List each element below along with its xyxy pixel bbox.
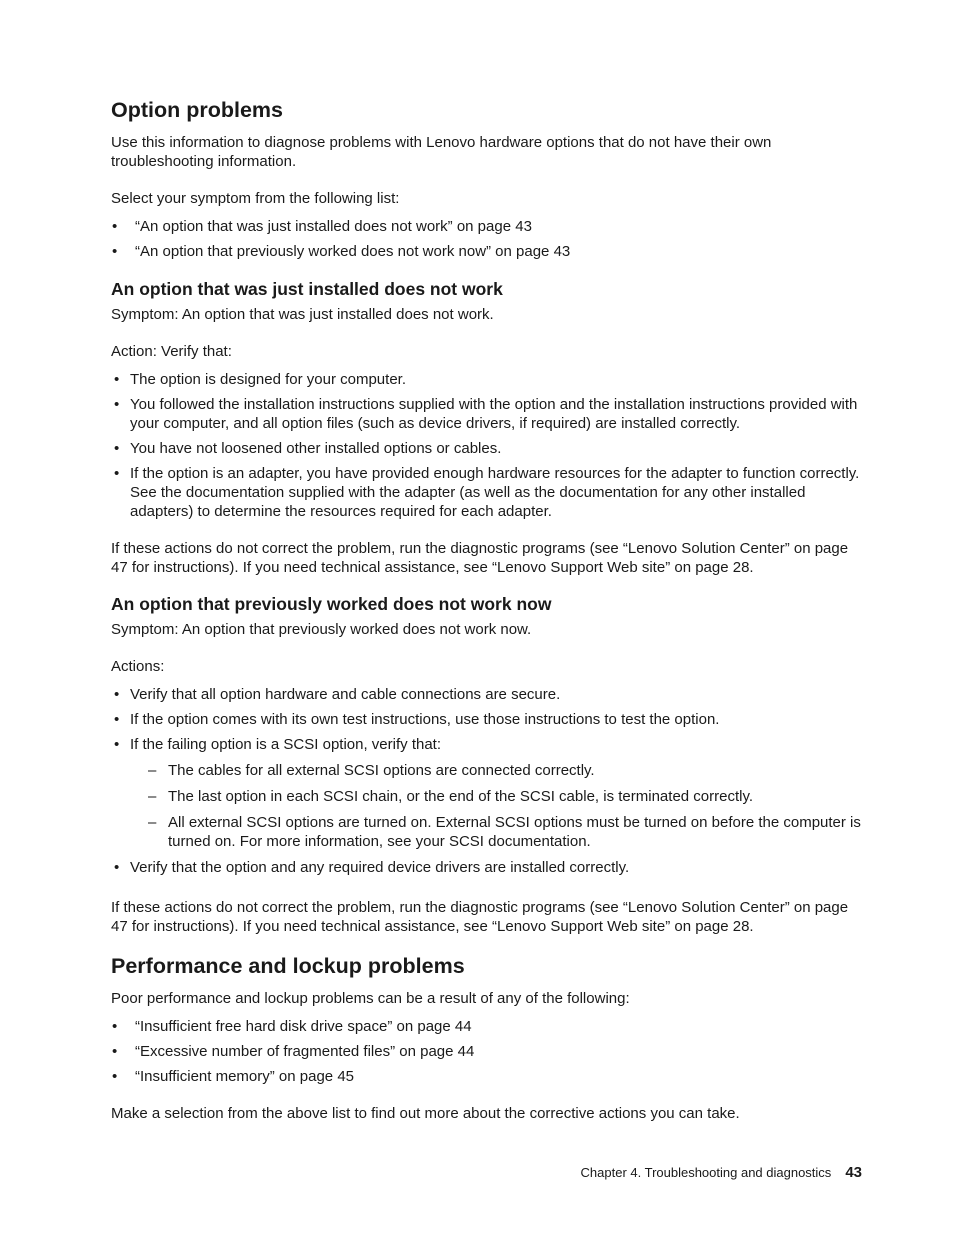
list-item [111, 217, 863, 236]
just-installed-closing: If these actions do not correct the problem, run the diagnostic programs (see “Lenovo Solution Center” on page 47 for instructions). If you need technical assistance, see “Lenovo Support Web site” on page 28. [111, 540, 849, 576]
list-item-text: Verify that all option hardware and cable connections are secure. [130, 686, 561, 703]
symptom-select-prompt: Select your symptom from the following list: [111, 190, 400, 207]
previously-worked-actions-list [111, 685, 863, 883]
list-item [111, 710, 863, 729]
list-item [111, 1067, 863, 1086]
bullet-icon: • [112, 1043, 118, 1060]
performance-closing: Make a selection from the above list to find out more about the corrective actions you can take. [111, 1105, 740, 1122]
bullet-icon: • [112, 218, 118, 235]
previously-worked-actions-label: Actions: [111, 658, 165, 675]
list-item [111, 242, 863, 261]
list-item [111, 395, 863, 433]
link-fragmented-files[interactable]: “Excessive number of fragmented files” on page 44 [135, 1043, 475, 1060]
section-heading-option-problems: Option problems [111, 98, 283, 122]
bullet-icon: • [114, 736, 120, 753]
bullet-icon: • [114, 859, 120, 876]
bullet-icon: • [114, 371, 120, 388]
performance-intro: Poor performance and lockup problems can be a result of any of the following: [111, 990, 630, 1007]
subsection-heading-just-installed: An option that was just installed does not work [111, 279, 503, 299]
dash-icon: – [148, 762, 157, 779]
subsection-heading-previously-worked: An option that previously worked does not work now [111, 594, 552, 614]
list-item-text: The last option in each SCSI chain, or the end of the SCSI cable, is terminated correctly. [168, 788, 754, 805]
just-installed-action-label: Action: Verify that: [111, 343, 232, 360]
list-item [111, 464, 863, 521]
bullet-icon: • [112, 243, 118, 260]
bullet-icon: • [112, 1068, 118, 1085]
chapter-label: Chapter 4. Troubleshooting and diagnostics [580, 1165, 832, 1180]
list-item [111, 439, 863, 458]
section-heading-performance: Performance and lockup problems [111, 954, 465, 978]
list-item [111, 370, 863, 389]
scsi-checklist [130, 761, 863, 851]
list-item-text: The option is designed for your computer. [130, 371, 406, 388]
list-item-text: The cables for all external SCSI options are connected correctly. [168, 762, 595, 779]
list-item [111, 858, 863, 877]
option-problems-intro: Use this information to diagnose problems with Lenovo hardware options that do not have their own troubleshooting information. [111, 134, 772, 170]
page-number: 43 [845, 1164, 862, 1181]
list-item-text: You have not loosened other installed options or cables. [130, 440, 502, 457]
list-item [111, 1017, 863, 1036]
list-item [111, 685, 863, 704]
link-insufficient-memory[interactable]: “Insufficient memory” on page 45 [135, 1068, 355, 1085]
page-footer [581, 1163, 862, 1183]
list-item-text: If the option comes with its own test instructions, use those instructions to test the option. [130, 711, 720, 728]
list-item [111, 735, 863, 851]
link-insufficient-disk-space[interactable]: “Insufficient free hard disk drive space” on page 44 [135, 1018, 472, 1035]
link-previously-worked[interactable]: “An option that previously worked does not work now” on page 43 [135, 243, 571, 260]
list-item-text: Verify that the option and any required device drivers are installed correctly. [130, 859, 630, 876]
list-item-text: If the option is an adapter, you have provided enough hardware resources for the adapter to function correctly. See the documentation supplied with the adapter (as well as the documentation for any other installed adapters) to determine the resources required for each adapter. [130, 465, 860, 520]
symptom-link-list [111, 217, 863, 267]
bullet-icon: • [114, 396, 120, 413]
list-item-text: If the failing option is a SCSI option, verify that: [130, 736, 442, 753]
list-item [130, 813, 863, 851]
list-item [130, 787, 863, 806]
list-item-text: All external SCSI options are turned on. External SCSI options must be turned on before the computer is turned on. For more information, see your SCSI documentation. [168, 814, 861, 850]
link-just-installed[interactable]: “An option that was just installed does not work” on page 43 [135, 218, 532, 235]
list-item [130, 761, 863, 780]
bullet-icon: • [114, 711, 120, 728]
previously-worked-closing: If these actions do not correct the problem, run the diagnostic programs (see “Lenovo Solution Center” on page 47 for instructions). If you need technical assistance, see “Lenovo Support Web site” on page 28. [111, 899, 849, 935]
bullet-icon: • [114, 686, 120, 703]
dash-icon: – [148, 788, 157, 805]
just-installed-checklist [111, 370, 863, 527]
just-installed-symptom: Symptom: An option that was just installed does not work. [111, 306, 494, 323]
bullet-icon: • [114, 465, 120, 482]
bullet-icon: • [112, 1018, 118, 1035]
bullet-icon: • [114, 440, 120, 457]
performance-link-list [111, 1017, 863, 1092]
list-item [111, 1042, 863, 1061]
previously-worked-symptom: Symptom: An option that previously worked does not work now. [111, 621, 532, 638]
dash-icon: – [148, 814, 157, 831]
list-item-text: You followed the installation instructions supplied with the option and the installation instructions provided with your computer, and all option files (such as device drivers, if required) are installed correctly. [130, 396, 858, 432]
